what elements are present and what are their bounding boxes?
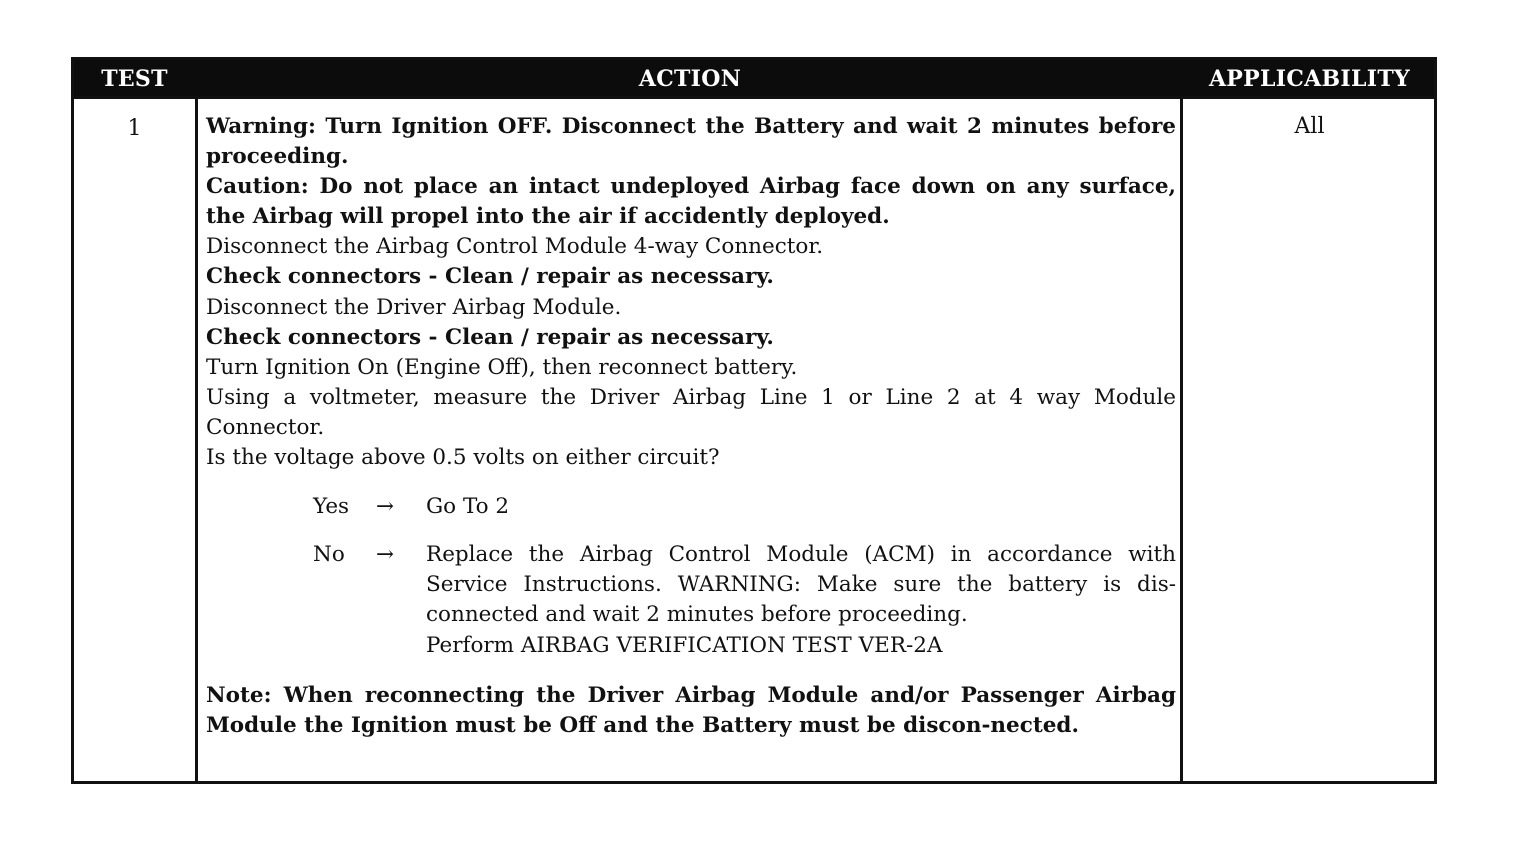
- test-number: 1: [127, 116, 142, 141]
- header-action: ACTION: [638, 66, 742, 92]
- no-replace-text: Replace the Airbag Control Module (ACM) in accordance with Service Instructions. WARNING: Make sure the battery is dis-connected and wait 2 minutes before proceeding.: [426, 542, 1176, 628]
- diagnostic-table: [71, 57, 1437, 784]
- action-cell: [206, 112, 1176, 741]
- check-connectors-2: Check connectors - Clean / repair as necessary.: [206, 324, 774, 350]
- arrow-right-icon: →: [376, 542, 395, 568]
- warning-text: Warning: Turn Ignition OFF. Disconnect the Battery and wait 2 minutes before proceeding.: [206, 114, 1176, 170]
- header-applicability: APPLICABILITY: [1208, 66, 1411, 92]
- no-perform-text: Perform AIRBAG VERIFICATION TEST VER-2A: [426, 632, 943, 658]
- no-branch: [206, 540, 1176, 660]
- note-text: Note: When reconnecting the Driver Airbag Module and/or Passenger Airbag Module the Ignition must be Off and the Battery must be discon-nected.: [206, 682, 1176, 738]
- header-test: TEST: [101, 66, 168, 92]
- no-label: No: [313, 542, 345, 568]
- check-connectors-1: Check connectors - Clean / repair as necessary.: [206, 264, 774, 290]
- yes-label: Yes: [313, 494, 350, 520]
- yes-branch: [206, 492, 1176, 522]
- caution-text: Caution: Do not place an intact undeployed Airbag face down on any surface, the Airbag will propel into the air if accidently deployed.: [206, 174, 1176, 230]
- step-voltmeter: Using a voltmeter, measure the Driver Airbag Line 1 or Line 2 at 4 way Module Connector.: [206, 384, 1176, 440]
- applicability-value: All: [1294, 114, 1325, 139]
- step-ignition-on: Turn Ignition On (Engine Off), then reconnect battery.: [206, 354, 798, 380]
- step-disconnect-acm: Disconnect the Airbag Control Module 4-way Connector.: [206, 234, 824, 260]
- arrow-right-icon: →: [376, 494, 395, 520]
- table-header-row: [74, 60, 1434, 99]
- step-disconnect-driver-airbag: Disconnect the Driver Airbag Module.: [206, 294, 622, 320]
- column-divider: [195, 99, 198, 781]
- column-divider: [1180, 99, 1183, 781]
- yes-goto-text: Go To 2: [426, 494, 510, 520]
- question-text: Is the voltage above 0.5 volts on either circuit?: [206, 445, 720, 471]
